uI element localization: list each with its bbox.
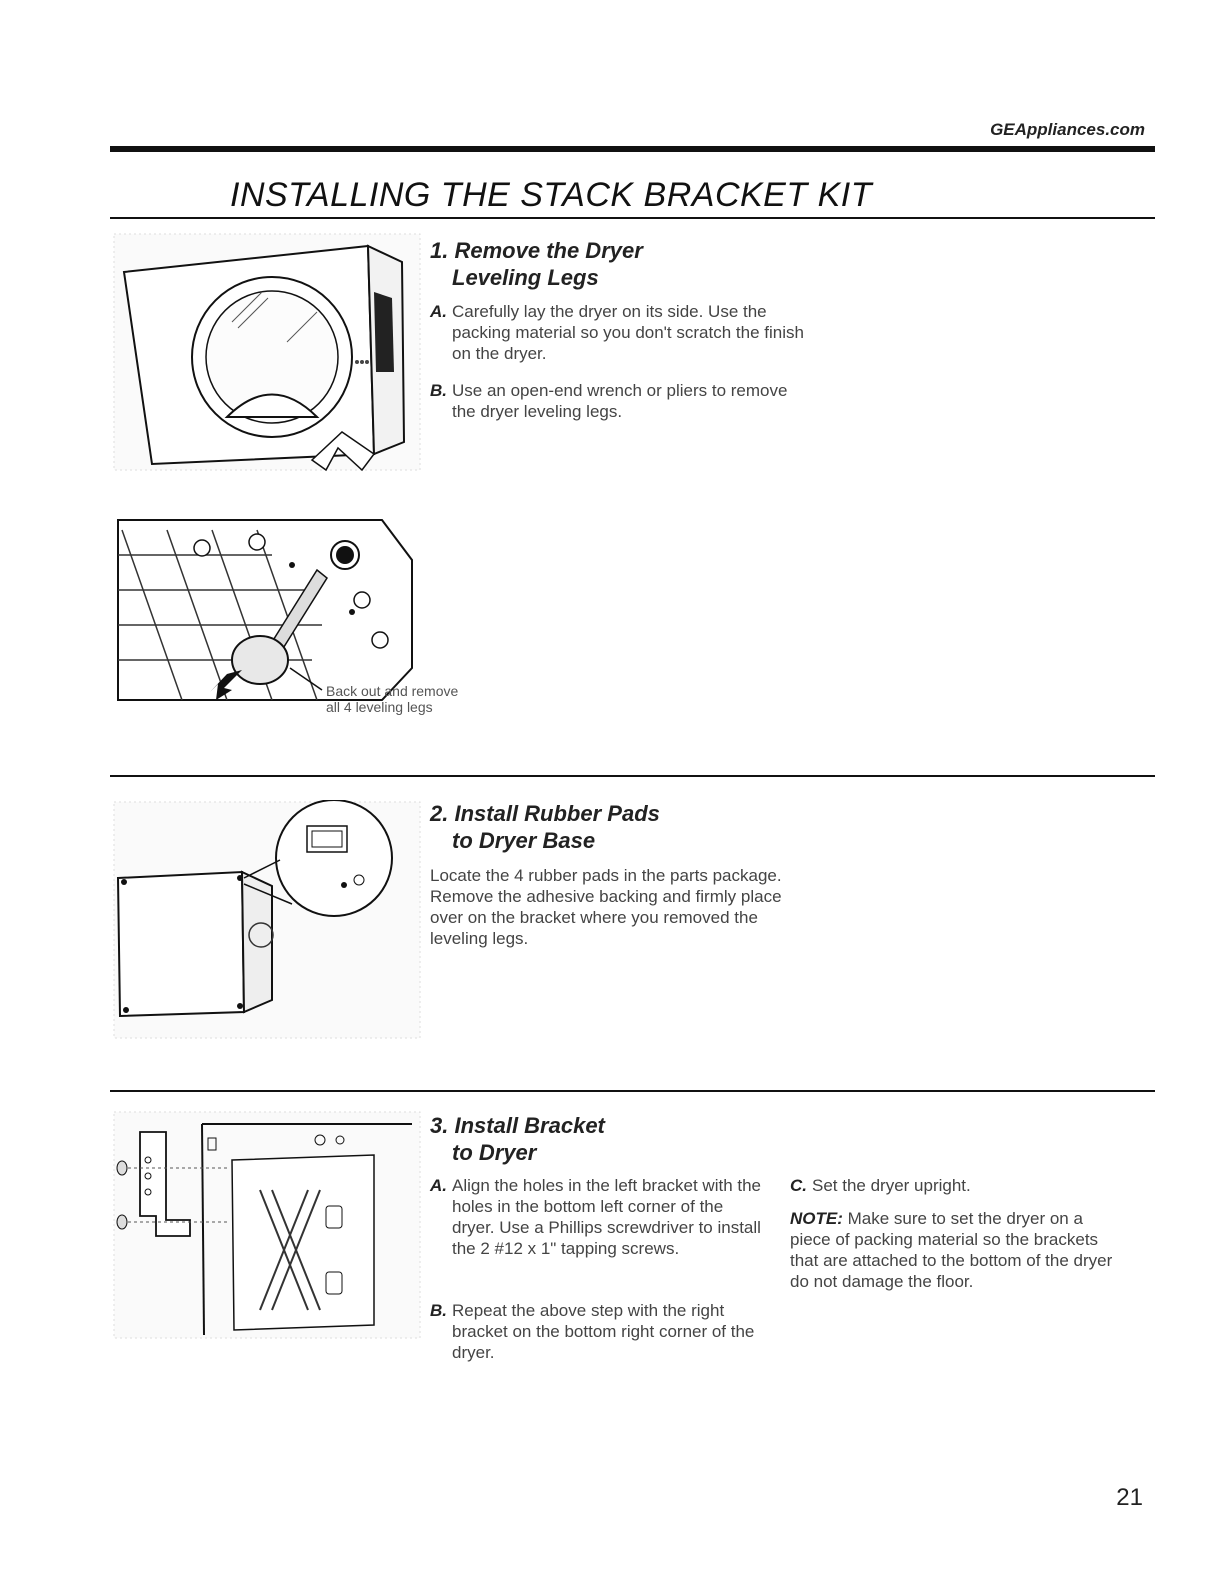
step-1-number: 1. (430, 238, 449, 263)
step-3-note-text: Make sure to set the dryer on a piece of packing material so the brackets that are attached to the bottom of the dryer do not damage the floor. (790, 1209, 1113, 1291)
step-3-item-b-label: B. (430, 1301, 447, 1320)
dryer-on-side-illustration (112, 232, 422, 472)
step-3-note (790, 1208, 1125, 1292)
step-3-item-c-label: C. (790, 1176, 807, 1195)
step-1-title (430, 237, 643, 291)
section-rule-3 (110, 1090, 1155, 1092)
page-number: 21 (1116, 1484, 1143, 1511)
step-3-item-c (790, 1175, 1142, 1196)
step-1-item-b-label: B. (430, 381, 447, 400)
step-1-title-line1: Remove the Dryer (454, 238, 643, 263)
step-3-item-b-text: Repeat the above step with the right bracket on the bottom right corner of the dryer. (452, 1301, 755, 1362)
dryer-base-rubber-pads-illustration (112, 800, 422, 1040)
bracket-installation-illustration (112, 1110, 422, 1340)
title-rule (110, 217, 1155, 219)
step-2-title-line2: to Dryer Base (452, 828, 596, 853)
step-1-item-a-text: Carefully lay the dryer on its side. Use the packing material so you don't scratch the finish on the dryer. (452, 302, 804, 363)
step-3-title-line2: to Dryer (452, 1140, 537, 1165)
step-3-item-a-text: Align the holes in the left bracket with the holes in the bottom left corner of the dryer. Use a Phillips screwdriver to install the 2 #12 x 1" tapping screws. (452, 1176, 762, 1258)
step-2-title-line1: Install Rubber Pads (454, 801, 660, 826)
step-1-item-a-label: A. (430, 302, 447, 321)
step-1-item-a (430, 301, 812, 364)
step-1-callout-line2: all 4 leveling legs (326, 699, 433, 715)
section-rule-2 (110, 775, 1155, 777)
step-3-note-label: NOTE: (790, 1209, 843, 1228)
step-3-item-b (430, 1300, 762, 1363)
step-2-number: 2. (430, 801, 449, 826)
step-1-item-b-text: Use an open-end wrench or pliers to remove the dryer leveling legs. (452, 381, 788, 421)
step-3-item-c-text: Set the dryer upright. (812, 1176, 971, 1195)
step-3-title (430, 1112, 605, 1166)
step-3-item-a-label: A. (430, 1176, 447, 1195)
page-title: INSTALLING THE STACK BRACKET KIT (230, 176, 872, 214)
step-3-number: 3. (430, 1113, 449, 1138)
step-2-text: Locate the 4 rubber pads in the parts package. Remove the adhesive backing and firmly place over on the bracket where you removed the leveling legs. (430, 866, 782, 948)
step-2-title (430, 800, 660, 854)
header-rule (110, 146, 1155, 152)
step-3-title-line1: Install Bracket (454, 1113, 605, 1138)
step-1-item-b (430, 380, 812, 422)
step-1-callout (326, 683, 458, 715)
step-3-item-a (430, 1175, 762, 1259)
step-1-callout-line1: Back out and remove (326, 683, 459, 699)
step-1-title-line2: Leveling Legs (452, 265, 599, 290)
site-url: GEAppliances.com (990, 120, 1145, 139)
